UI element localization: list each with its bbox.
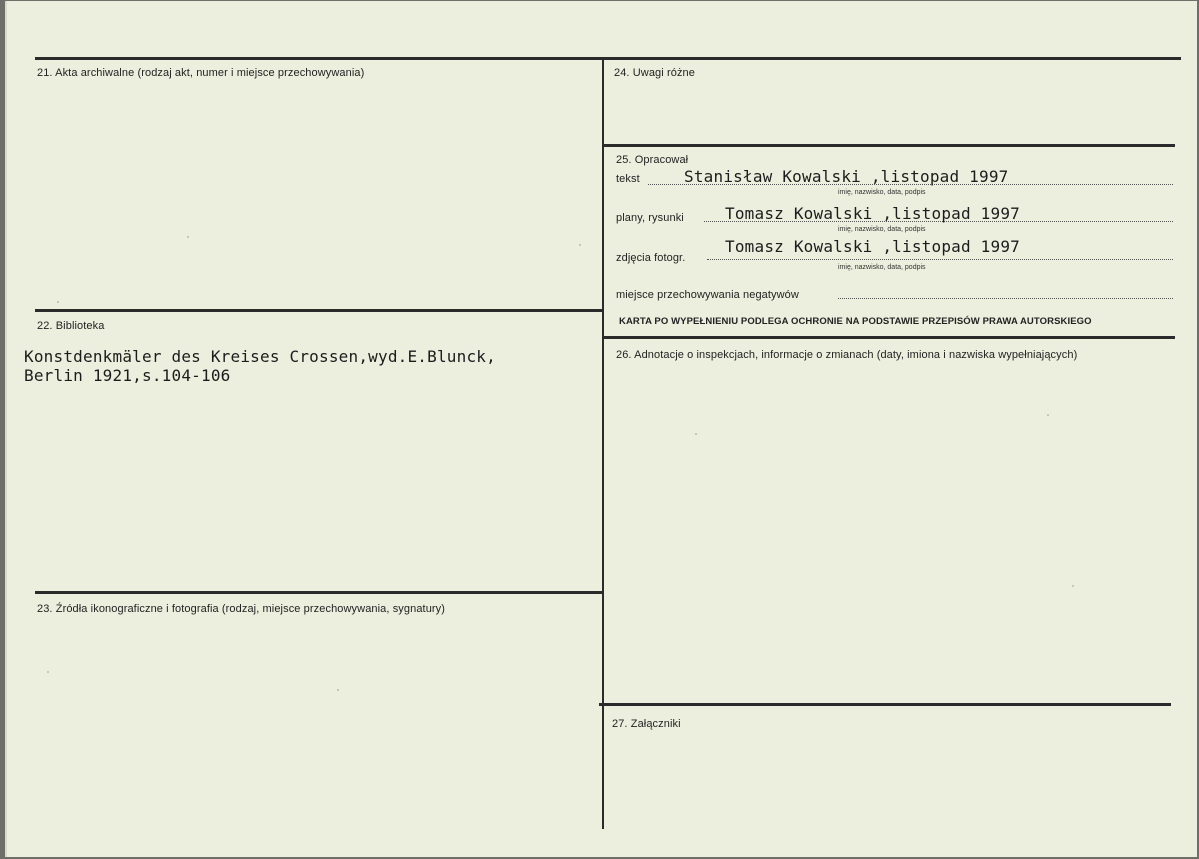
section-23-label: 23. Źródła ikonograficzne i fotografia (rodzaj, miejsce przechowywania, sygnatury) xyxy=(37,603,446,615)
rule-21-22 xyxy=(35,309,602,312)
paper-speck xyxy=(57,301,59,303)
section-22-label: 22. Biblioteka xyxy=(37,320,105,332)
paper-speck xyxy=(187,236,189,238)
photos-author-value: Tomasz Kowalski ,listopad 1997 xyxy=(725,237,1020,256)
paper-speck xyxy=(1072,585,1074,587)
rule-26-27 xyxy=(599,703,1171,706)
text-author-label: tekst xyxy=(616,173,640,185)
center-divider xyxy=(602,59,604,829)
section-24-label: 24. Uwagi różne xyxy=(614,67,695,79)
paper-speck xyxy=(1047,414,1049,416)
paper-speck xyxy=(695,433,697,435)
library-entry-line-1: Konstdenkmäler des Kreises Crossen,wyd.E.Blunck, xyxy=(24,347,496,366)
text-author-caption: imię, nazwisko, data, podpis xyxy=(838,189,926,196)
paper-speck xyxy=(337,689,339,691)
section-27-label: 27. Załączniki xyxy=(612,718,681,730)
section-21-label: 21. Akta archiwalne (rodzaj akt, numer i miejsce przechowywania) xyxy=(37,67,365,79)
paper-speck xyxy=(47,671,49,673)
negatives-location-line xyxy=(838,298,1173,299)
library-entry-line-2: Berlin 1921,s.104-106 xyxy=(24,366,231,385)
section-26-label: 26. Adnotacje o inspekcjach, informacje o zmianach (daty, imiona i nazwiska wypełniających) xyxy=(616,349,1078,361)
record-card xyxy=(5,1,1197,857)
photos-author-label: zdjęcia fotogr. xyxy=(616,252,686,264)
copyright-notice: KARTA PO WYPEŁNIENIU PODLEGA OCHRONIE NA PODSTAWIE PRZEPISÓW PRAWA AUTORSKIEGO xyxy=(619,316,1092,327)
top-rule xyxy=(35,57,1181,60)
text-author-value: Stanisław Kowalski ,listopad 1997 xyxy=(684,167,1009,186)
paper-speck xyxy=(579,244,581,246)
rule-25-26 xyxy=(604,336,1175,339)
plans-author-value: Tomasz Kowalski ,listopad 1997 xyxy=(725,204,1020,223)
photos-author-line xyxy=(707,259,1173,260)
plans-author-caption: imię, nazwisko, data, podpis xyxy=(838,226,926,233)
rule-24-25 xyxy=(604,144,1175,147)
plans-author-label: plany, rysunki xyxy=(616,212,684,224)
section-25-label: 25. Opracował xyxy=(616,154,689,166)
rule-22-23 xyxy=(35,591,602,594)
negatives-location-label: miejsce przechowywania negatywów xyxy=(616,289,799,301)
photos-author-caption: imię, nazwisko, data, podpis xyxy=(838,264,926,271)
